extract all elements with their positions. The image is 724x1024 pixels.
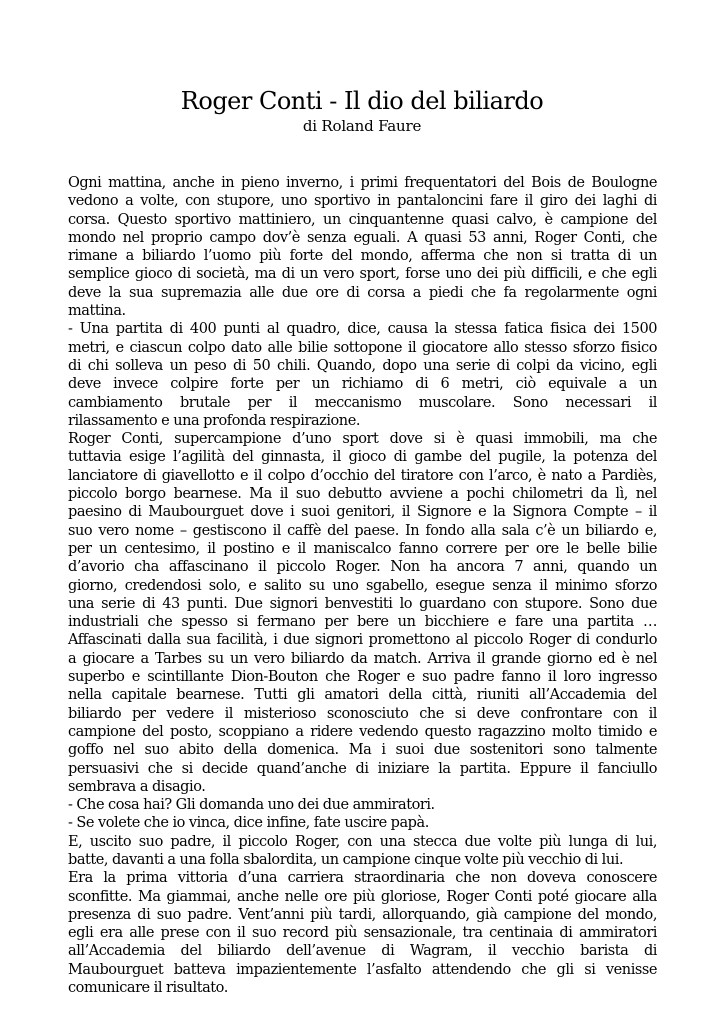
body-line: per un centesimo, il postino e il maniscalco fanno correre per ore le belle bilie	[68, 540, 657, 557]
body-line: rilassamento e una profonda respirazione.	[68, 412, 360, 429]
body-line: di chi solleva un peso di 50 chili. Quando, dopo una serie di colpi da vicino, egli	[68, 357, 657, 374]
body-line: superbo e scintillante Dion-Bouton che Roger e suo padre fanno il loro ingresso	[68, 669, 657, 686]
body-line: paesino di Maubourguet dove i suoi genitori, il Signore e la Signora Compte – il	[68, 504, 657, 521]
document-title: Roger Conti - Il dio del biliardo	[180, 87, 544, 115]
body-line: suo vero nome – gestiscono il caffè del paese. In fondo alla sala c’è un biliardo e,	[68, 522, 657, 539]
body-line: sconfitte. Ma giammai, anche nelle ore più gloriose, Roger Conti poté giocare alla	[68, 888, 657, 905]
body-line: batte, davanti a una folla sbalordita, un campione cinque volte più vecchio di lui.	[68, 851, 624, 868]
body-line: piccolo borgo bearnese. Ma il suo debutto avviene a pochi chilometri da lì, nel	[68, 486, 657, 503]
document-author: di Roland Faure	[302, 117, 422, 135]
body-line: tuttavia esige l’agilità del ginnasta, il gioco di gambe del pugile, la potenza del	[68, 449, 657, 466]
body-line: deve la sua supremazia alle due ore di corsa a piedi che fa regolarmente ogni	[68, 284, 657, 301]
body-line: industriali che spesso si fermano per bere un bicchiere e fare una partita …	[68, 614, 657, 631]
body-line: Affascinati dalla sua facilità, i due signori promettono al piccolo Roger di condurlo	[68, 632, 657, 649]
document-body	[68, 174, 657, 997]
body-line: - Una partita di 400 punti al quadro, dice, causa la stessa fatica fisica dei 1500	[68, 321, 657, 338]
body-line: nella capitale bearnese. Tutti gli amatori della città, riuniti all’Accademia del	[68, 687, 657, 704]
body-line: egli era alle prese con il suo record più sensazionale, tra centinaia di ammiratori	[68, 925, 657, 942]
body-line: persuasivi che si decide quand’anche di iniziare la partita. Eppure il fanciullo	[68, 760, 657, 777]
body-line: goffo nel suo abito della domenica. Ma i suoi due sostenitori sono talmente	[68, 742, 657, 759]
body-line: sembrava a disagio.	[68, 778, 206, 795]
body-line: Roger Conti, supercampione d’uno sport dove si è quasi immobili, ma che	[68, 431, 657, 448]
body-line: biliardo per vedere il misterioso sconosciuto che si deve confrontare con il	[68, 705, 657, 722]
body-line: - Se volete che io vinca, dice infine, fate uscire papà.	[68, 815, 429, 832]
body-line: giorno, credendosi solo, e salito su uno sgabello, esegue senza il minimo sforzo	[68, 577, 657, 594]
body-line: comunicare il risultato.	[68, 980, 228, 997]
body-line: E, uscito suo padre, il piccolo Roger, con una stecca due volte più lunga di lui,	[68, 833, 657, 850]
body-line: - Che cosa hai? Gli domanda uno dei due ammiratori.	[68, 797, 435, 814]
body-line: a giocare a Tarbes su un vero biliardo da match. Arriva il grande giorno ed è nel	[68, 650, 657, 667]
body-line: mattina.	[68, 303, 126, 320]
body-line: d’avorio cha affascinano il piccolo Roger. Non ha ancora 7 anni, quando un	[68, 559, 657, 576]
body-line: Ogni mattina, anche in pieno inverno, i primi frequentatori del Bois de Boulogne	[68, 175, 657, 191]
body-line: deve invece colpire forte per un richiamo di 6 metri, ciò equivale a un	[68, 376, 657, 393]
body-line: metri, e ciascun colpo dato alle bilie sottopone il giocatore allo stesso sforzo fisico	[68, 339, 657, 356]
body-line: una serie di 43 punti. Due signori benvestiti lo guardano con stupore. Sono due	[68, 595, 657, 612]
body-line: Era la prima vittoria d’una carriera straordinaria che non doveva conoscere	[68, 870, 657, 887]
body-line: campione del posto, scoppiano a ridere vedendo questo ragazzino molto timido e	[68, 723, 657, 740]
body-line: Maubourguet batteva impazientemente l’asfalto attendendo che gli si venisse	[68, 961, 657, 978]
body-line: rimane a biliardo l’uomo più forte del mondo, afferma che non si tratta di un	[68, 248, 657, 265]
body-line: corsa. Questo sportivo mattiniero, un cinquantenne quasi calvo, è campione del	[68, 211, 657, 228]
body-line: all’Accademia del biliardo dell’avenue di Wagram, il vecchio barista di	[68, 943, 657, 960]
body-line: cambiamento brutale per il meccanismo muscolare. Sono necessari il	[68, 394, 657, 411]
body-line: mondo nel proprio campo dov’è senza eguali. A quasi 53 anni, Roger Conti, che	[68, 229, 657, 246]
body-line: presenza di suo padre. Vent’anni più tardi, allorquando, già campione del mondo,	[68, 906, 657, 923]
body-line: lanciatore di giavellotto e il colpo d’occhio del tiratore con l’arco, è nato a Pardiès,	[68, 467, 657, 484]
body-line: vedono a volte, con stupore, uno sportivo in pantaloncini fare il giro dei laghi di	[68, 193, 657, 210]
body-line: semplice gioco di società, ma di un vero sport, forse uno dei più difficili, e che egli	[68, 266, 657, 283]
